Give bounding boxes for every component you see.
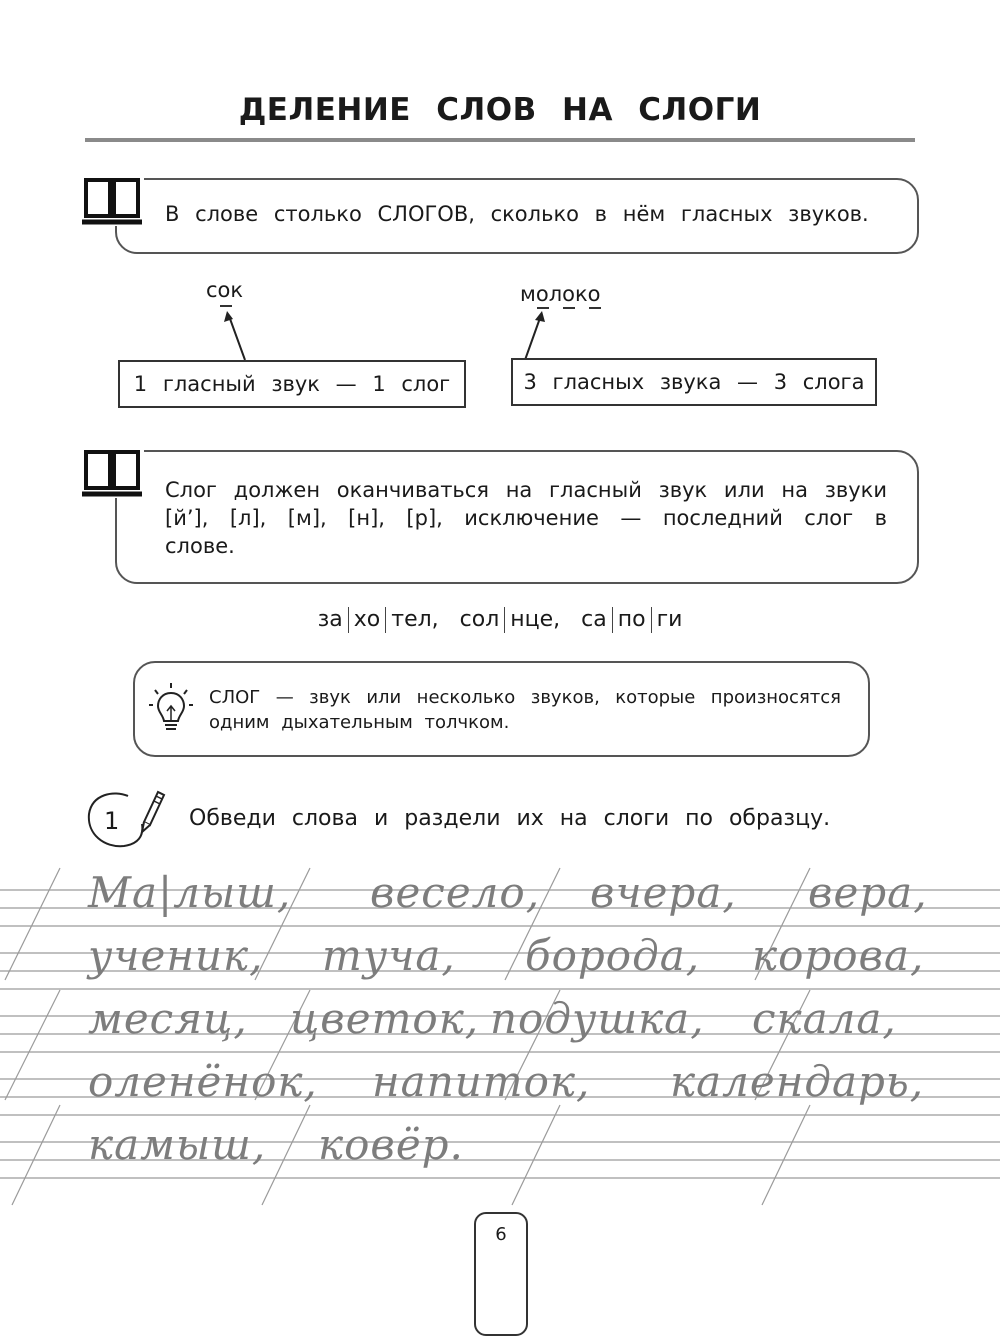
arrow-icon (520, 308, 560, 363)
syllable: са (581, 607, 607, 632)
book-icon (80, 448, 144, 498)
cursive-word: подушка, (490, 994, 705, 1043)
syllable: тел, (391, 607, 439, 632)
syllable: сол (459, 607, 500, 632)
cursive-word: напиток, (372, 1057, 591, 1106)
definition-box (133, 661, 870, 757)
definition-text: СЛОГ — звук или несколько звуков, которые произносятся одним дыхательным толчком. (209, 687, 841, 733)
cursive-row (0, 923, 1000, 983)
rule-box-2 (115, 450, 919, 584)
page-number: 6 (495, 1224, 507, 1245)
lightbulb-icon (147, 681, 195, 735)
cursive-row (0, 860, 1000, 920)
cursive-word: борода, (525, 931, 701, 980)
title-divider (85, 138, 915, 142)
syllable: ги (656, 607, 683, 632)
cursive-word: камыш, (88, 1120, 267, 1169)
rule-text-1: В слове столько СЛОГОВ, сколько в нём гласных звуков. (165, 202, 869, 226)
cursive-word: туча, (322, 931, 456, 980)
cursive-row (0, 1112, 1000, 1172)
syllable-example (0, 607, 1000, 633)
cursive-word: вчера, (590, 868, 737, 917)
syllable: по (617, 607, 646, 632)
book-icon (80, 176, 144, 226)
vowel-mark (220, 305, 232, 307)
cursive-word: оленёнок, (88, 1057, 318, 1106)
task-number: 1 (104, 807, 120, 835)
page-title: ДЕЛЕНИЕ СЛОВ НА СЛОГИ (238, 92, 762, 128)
cursive-word: скала, (752, 994, 897, 1043)
example-word-1: сок (206, 278, 244, 302)
example-box-2: 3 гласных звука — 3 слога (511, 358, 877, 406)
cursive-word: корова, (752, 931, 925, 980)
syllable: хо (353, 607, 381, 632)
rule-box-1 (115, 178, 919, 254)
cursive-word: весело, (370, 868, 541, 917)
example-word-2: молоко (520, 282, 601, 306)
rule-text-2: Слог должен оканчиваться на гласный звук или на звуки [й’], [л], [м], [н], [р], исключение — последний слог в слове. (165, 478, 887, 558)
task-text: Обведи слова и раздели их на слоги по образцу. (189, 806, 831, 831)
cursive-word: ученик, (88, 931, 264, 980)
syllable: нце, (510, 607, 561, 632)
cursive-row (0, 1049, 1000, 1109)
page-number-tab (474, 1212, 528, 1336)
cursive-word: вера, (808, 868, 928, 917)
cursive-row (0, 986, 1000, 1046)
vowel-mark (589, 307, 601, 309)
cursive-word: ковёр. (318, 1120, 464, 1169)
cursive-word: месяц, (88, 994, 248, 1043)
example-box-1: 1 гласный звук — 1 слог (118, 360, 466, 408)
task-badge-icon (84, 784, 166, 854)
arrow-icon (220, 308, 260, 363)
cursive-word: цветок, (290, 994, 480, 1043)
vowel-mark (563, 307, 575, 309)
syllable: за (317, 607, 343, 632)
cursive-word: календарь, (670, 1057, 925, 1106)
cursive-word: Ма|лыш, (88, 868, 292, 917)
